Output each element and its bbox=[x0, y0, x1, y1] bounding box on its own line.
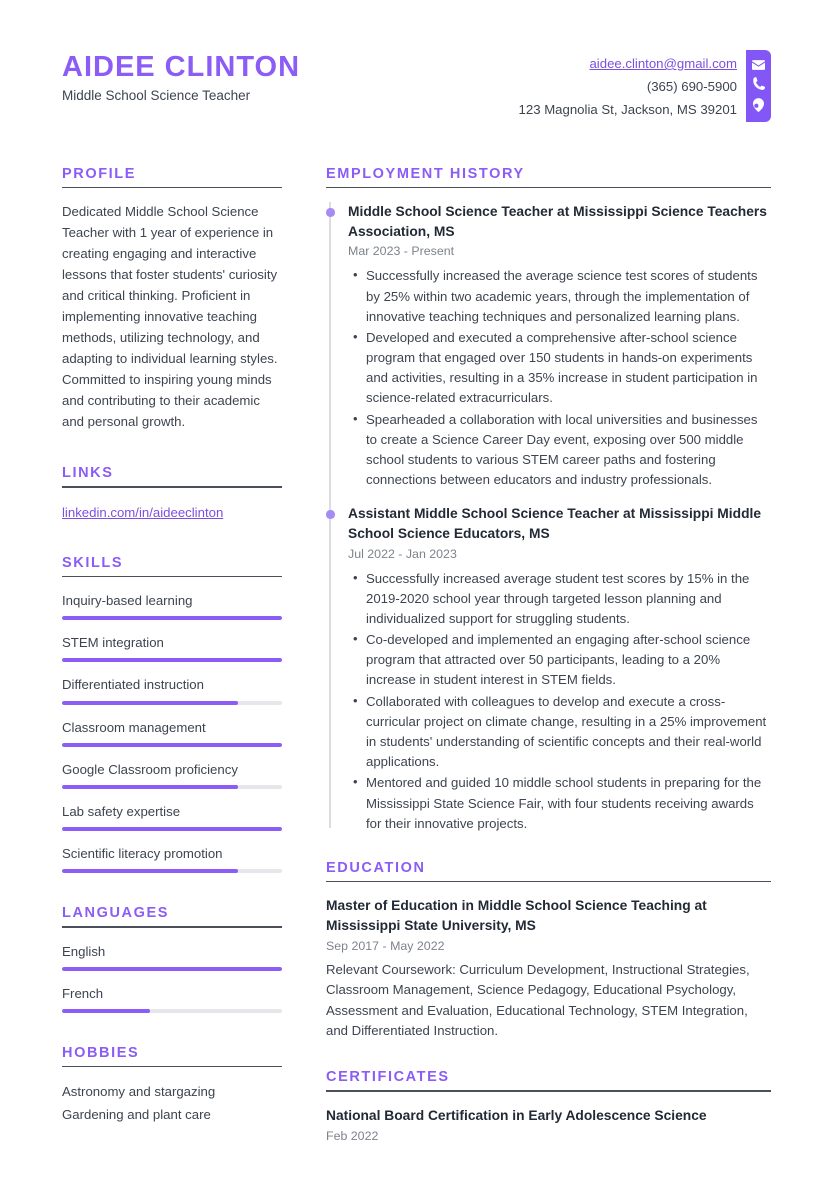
language-label: English bbox=[62, 943, 106, 959]
resume-header bbox=[62, 46, 771, 122]
bullet-item: • Developed and executed a comprehensive after-school science program that engaged over 150 students in hands-on experiments and activities, resulting in a 35% increase in student participation in science-related extracurriculars. bbox=[366, 328, 771, 409]
skill-label: Classroom management bbox=[62, 719, 206, 735]
profile-text: Dedicated Middle School Science Teacher with 1 year of experience in creating engaging and interactive lessons that foster students' curiosity and critical thinking. Proficient in implementing innovative teaching methods, utilizing technology, and adapting to individual learning styles. Committed to inspiring young minds and contributing to their academic and personal growth. bbox=[62, 204, 278, 430]
certificate-dates: Feb 2022 bbox=[326, 1128, 379, 1143]
employment-bullets bbox=[348, 569, 771, 834]
skill-meter-fill bbox=[62, 827, 282, 831]
skill-item bbox=[62, 760, 282, 789]
employment-dates: Jul 2022 - Jan 2023 bbox=[348, 546, 457, 561]
skill-meter-track bbox=[62, 701, 282, 705]
employment-heading: Assistant Middle School Science Teacher at Mississippi Middle School Science Educators, MS bbox=[348, 506, 761, 541]
section-title-hobbies: HOBBIES bbox=[62, 1044, 140, 1061]
section-skills bbox=[62, 555, 282, 873]
timeline-line bbox=[329, 504, 331, 828]
skill-meter-track bbox=[62, 869, 282, 873]
hobby-item: Astronomy and stargazing bbox=[62, 1084, 216, 1100]
skill-item bbox=[62, 802, 282, 831]
skill-item bbox=[62, 591, 282, 620]
sidebar-column bbox=[62, 166, 282, 1160]
section-education bbox=[326, 860, 771, 1041]
skill-meter-fill bbox=[62, 701, 238, 705]
section-title-certificates: CERTIFICATES bbox=[326, 1069, 450, 1086]
employment-dates: Mar 2023 - Present bbox=[348, 244, 455, 259]
candidate-job-title: Middle School Science Teacher bbox=[62, 88, 251, 104]
skill-meter-track bbox=[62, 785, 282, 789]
section-divider bbox=[326, 187, 771, 189]
skill-label: STEM integration bbox=[62, 635, 164, 651]
section-title-links: LINKS bbox=[62, 465, 114, 482]
skill-label: Differentiated instruction bbox=[62, 677, 204, 693]
section-certificates bbox=[326, 1069, 771, 1145]
candidate-name: AIDEE CLINTON bbox=[62, 51, 301, 83]
section-divider bbox=[62, 486, 282, 488]
skill-item bbox=[62, 675, 282, 704]
skill-meter-track bbox=[62, 827, 282, 831]
contact-icon-bar bbox=[746, 50, 771, 122]
section-title-employment: EMPLOYMENT HISTORY bbox=[326, 165, 525, 182]
skill-meter-track bbox=[62, 658, 282, 662]
bullet-item: • Mentored and guided 10 middle school students in preparing for the Mississippi State Science Fair, with four students receiving awards for their innovative projects. bbox=[366, 773, 771, 834]
education-dates: Sep 2017 - May 2022 bbox=[326, 938, 445, 953]
skill-label: Inquiry-based learning bbox=[62, 593, 193, 609]
skill-meter-fill bbox=[62, 743, 282, 747]
language-label: French bbox=[62, 985, 104, 1001]
language-meter-fill bbox=[62, 1009, 150, 1013]
bullet-item: • Successfully increased average student test scores by 15% in the 2019-2020 school year through targeted lesson planning and individualized support for struggling students. bbox=[366, 569, 771, 630]
education-entry bbox=[326, 896, 771, 1041]
certificate-heading: National Board Certification in Early Adolescence Science bbox=[326, 1107, 707, 1123]
section-divider bbox=[326, 881, 771, 883]
language-meter-track bbox=[62, 1009, 282, 1013]
skill-label: Scientific literacy promotion bbox=[62, 846, 223, 861]
contact-block bbox=[519, 46, 771, 122]
contact-lines bbox=[519, 50, 737, 122]
section-employment-history bbox=[326, 166, 771, 834]
section-profile bbox=[62, 166, 282, 433]
skill-label: Google Classroom proficiency bbox=[62, 761, 238, 777]
skill-meter-fill bbox=[62, 785, 238, 789]
skill-item bbox=[62, 844, 282, 873]
main-column bbox=[326, 166, 771, 1178]
skill-meter-fill bbox=[62, 658, 282, 662]
skill-label: Lab safety expertise bbox=[62, 803, 181, 819]
employment-bullets bbox=[348, 266, 771, 490]
contact-phone: (365) 690-5900 bbox=[646, 79, 737, 95]
location-pin-icon bbox=[753, 98, 764, 112]
timeline-dot bbox=[326, 510, 335, 519]
phone-icon bbox=[753, 77, 765, 90]
language-meter-track bbox=[62, 967, 282, 971]
bullet-item: • Spearheaded a collaboration with local universities and businesses to create a Science Career Day event, exposing over 500 middle school students to various STEM career paths and fostering connections between educators and industry professionals. bbox=[366, 410, 771, 491]
language-item bbox=[62, 942, 282, 971]
skill-meter-track bbox=[62, 743, 282, 747]
timeline-line bbox=[329, 202, 331, 504]
section-divider bbox=[62, 187, 282, 189]
education-heading: Master of Education in Middle School Science Teaching at Mississippi State University, MS bbox=[326, 898, 707, 934]
link-item[interactable]: linkedin.com/in/aideeclinton bbox=[62, 504, 224, 520]
certificate-entry bbox=[326, 1106, 771, 1146]
section-hobbies bbox=[62, 1045, 282, 1127]
employment-heading: Middle School Science Teacher at Mississippi Science Teachers Association, MS bbox=[348, 204, 767, 239]
envelope-icon bbox=[752, 60, 765, 70]
language-item bbox=[62, 984, 282, 1013]
section-title-education: EDUCATION bbox=[326, 859, 426, 876]
section-title-profile: PROFILE bbox=[62, 165, 137, 182]
skill-meter-track bbox=[62, 616, 282, 620]
identity-block bbox=[62, 46, 300, 105]
employment-entry bbox=[326, 504, 771, 834]
timeline-dot bbox=[326, 208, 335, 217]
section-title-languages: LANGUAGES bbox=[62, 905, 170, 922]
skill-meter-fill bbox=[62, 869, 238, 873]
contact-email-link[interactable]: aidee.clinton@gmail.com bbox=[589, 56, 737, 71]
skill-meter-fill bbox=[62, 616, 282, 620]
language-meter-fill bbox=[62, 967, 282, 971]
education-description: Relevant Coursework: Curriculum Development, Instructional Strategies, Classroom Management, Science Pedagogy, Educational Psychology, Assessment and Evaluation, Educational Technology, STEM Integration, and Differentiated Instruction. bbox=[326, 961, 750, 1038]
section-languages bbox=[62, 905, 282, 1013]
bullet-item: • Collaborated with colleagues to develop and execute a cross-curricular project on climate change, resulting in a 25% improvement in students' understanding of scientific concepts and their real-world applications. bbox=[366, 692, 771, 773]
section-divider bbox=[326, 1090, 771, 1092]
section-title-skills: SKILLS bbox=[62, 554, 124, 571]
bullet-item: • Successfully increased the average science test scores of students by 25% within two academic years, through the implementation of innovative teaching techniques and personalized learning plans. bbox=[366, 266, 771, 327]
resume-body bbox=[62, 166, 771, 1178]
section-divider bbox=[62, 1066, 282, 1068]
hobby-item: Gardening and plant care bbox=[62, 1107, 211, 1123]
skill-item bbox=[62, 633, 282, 662]
skill-item bbox=[62, 718, 282, 747]
contact-address: 123 Magnolia St, Jackson, MS 39201 bbox=[518, 102, 737, 118]
section-divider bbox=[62, 926, 282, 928]
employment-entry bbox=[326, 202, 771, 490]
contact-email-row bbox=[519, 52, 737, 75]
section-divider bbox=[62, 576, 282, 578]
bullet-item: • Co-developed and implemented an engaging after-school science program that attracted over 50 participants, leading to a 20% increase in student interest in STEM fields. bbox=[366, 630, 771, 691]
section-links bbox=[62, 465, 282, 523]
